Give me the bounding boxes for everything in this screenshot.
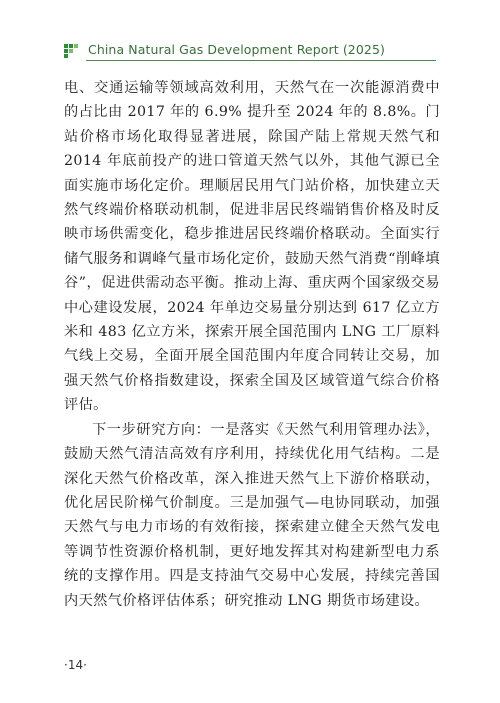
paragraph-1: 电、交通运输等领域高效利用，天然气在一次能源消费中的占比由 2017 年的 6.9% 提升至 2024 年的 8.8%。门站价格市场化取得显著进展，除国产陆上常规天然气和 2014 年底前投产的进口管道天然气以外，其他气源已全面实施市场化定价。理顺居民用气门站价格，加快建立天然气终端价格联动机制，促进非居民终端销售价格及时反映市场供需变化，稳步推进居民终端价格联动。全面实行储气服务和调峰气量市场化定价，鼓励天然气消费“削峰填谷”，促进供需动态平衡。推动上海、重庆两个国家级交易中心建设发展，2024 年单边交易量分别达到 617 亿立方米和 483 亿立方米，探索开展全国范围内 LNG 工厂原料气线上交易，全面开展全国范围内年度合同转让交易，加强天然气价格指数建设，探索全国及区域管道气综合价格评估。 <box>64 80 440 414</box>
running-header <box>64 40 436 62</box>
header-title: China Natural Gas Development Report (2025) <box>88 42 385 57</box>
paragraph-2: 下一步研究方向：一是落实《天然气利用管理办法》，鼓励天然气清洁高效有序利用，持续优化用气结构。二是深化天然气价格改革，深入推进天然气上下游价格联动，优化居民阶梯气价制度。三是加强气—电协同联动，加强天然气与电力市场的有效衔接，探索建立健全天然气发电等调节性资源价格机制，更好地发挥其对构建新型电力系统的支撑作用。四是支持油气交易中心发展，持续完善国内天然气价格评估体系；研究推动 LNG 期货市场建设。 <box>64 421 440 609</box>
header-divider <box>86 60 436 61</box>
report-logo-icon <box>64 44 82 58</box>
page-number: ·14· <box>64 658 87 672</box>
body-text <box>64 76 440 613</box>
